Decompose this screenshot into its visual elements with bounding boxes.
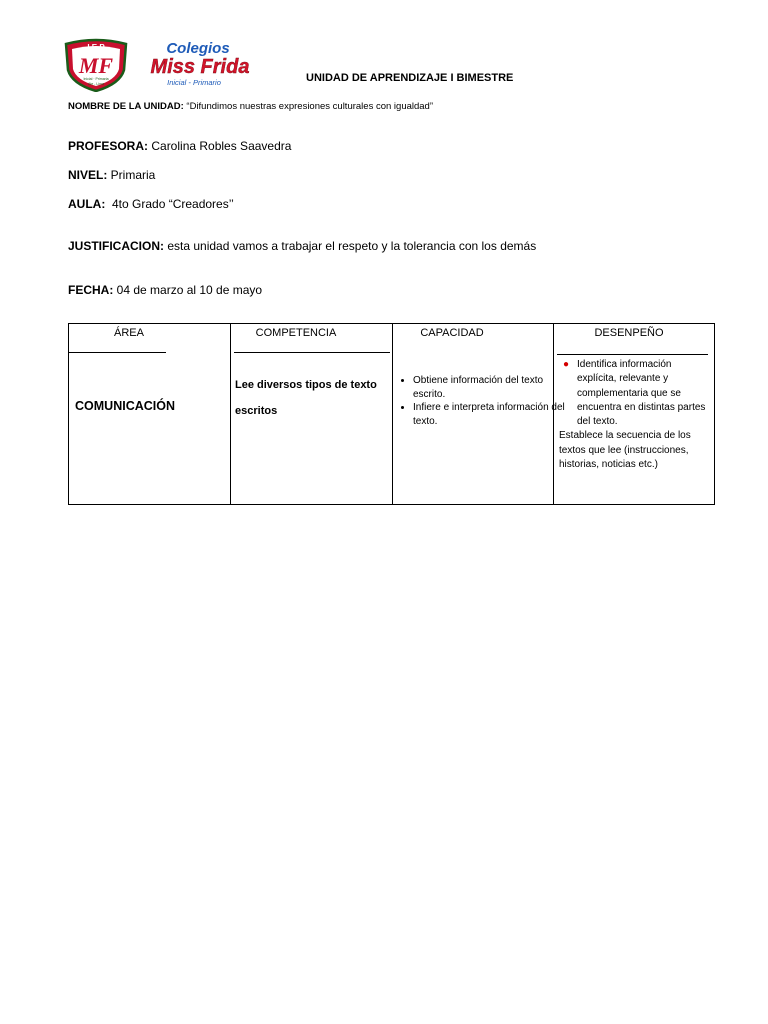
logo-word-colegios: Colegios — [166, 40, 230, 57]
logo-badge-top: I E P — [87, 43, 105, 52]
logo-word-nivel: Inicial - Primario — [167, 78, 221, 87]
aula-line — [68, 197, 234, 211]
table-header-rule — [69, 352, 166, 353]
profesora-value: Carolina Robles Saavedra — [148, 139, 292, 153]
header-area: ÁREA — [114, 327, 144, 339]
aula-label: AULA: — [68, 197, 106, 211]
header-competencia: COMPETENCIA — [255, 327, 337, 339]
nivel-label: NIVEL: — [68, 168, 108, 182]
table-divider — [230, 324, 231, 504]
desempeno-bullet-item — [559, 358, 713, 429]
unit-table — [68, 323, 715, 505]
fecha-value: 04 de marzo al 10 de mayo — [113, 283, 263, 297]
profesora-label: PROFESORA: — [68, 139, 149, 153]
logo-word-miss-frida: Miss Frida — [150, 56, 250, 78]
nivel-value: Primaria — [107, 168, 156, 182]
unit-name-line — [68, 101, 433, 112]
document-title: UNIDAD DE APRENDIZAJE I BIMESTRE — [306, 72, 514, 84]
unit-name-value: “Difundimos nuestras expresiones culturales con igualdad” — [183, 101, 434, 112]
fecha-label: FECHA: — [68, 283, 114, 297]
school-logo — [64, 38, 274, 92]
competencia-cell: Lee diversos tipos de texto escritos — [235, 379, 377, 417]
unit-name-label: NOMBRE DE LA UNIDAD: — [68, 101, 184, 112]
capacidad-list — [397, 374, 571, 428]
area-cell: COMUNICACIÓN — [75, 399, 175, 413]
list-item: • Obtiene información del texto escrito. — [413, 374, 571, 401]
logo-badge-main: MF — [78, 53, 114, 78]
justificacion-value: esta unidad vamos a trabajar el respeto y la tolerancia con los demás — [164, 239, 537, 253]
list-item: • Infiere e interpreta información del texto. — [413, 401, 571, 428]
red-bullet-icon: ● — [563, 359, 570, 370]
table-header-rule — [557, 354, 708, 355]
justificacion-line — [68, 239, 536, 253]
fecha-line — [68, 283, 262, 297]
justificacion-label: JUSTIFICACION: — [68, 239, 164, 253]
profesora-line — [68, 139, 291, 153]
logo-badge-small-2: Ate - Lima — [88, 82, 104, 86]
table-header-rule — [234, 352, 390, 353]
desempeno-text: Establece la secuencia de los textos que lee (instrucciones, historias, noticias etc.) — [559, 430, 691, 471]
desempeno-cell — [559, 358, 713, 472]
aula-value: 4to Grado “Creadores’’ — [105, 197, 234, 211]
header-desempeno: DESENPEÑO — [594, 327, 664, 339]
header-capacidad: CAPACIDAD — [420, 327, 484, 339]
nivel-line — [68, 168, 155, 182]
logo-badge-small-1: Inicial · Primaria — [83, 77, 109, 81]
desempeno-bullet-text: Identifica información explícita, relevante y complementaria que se encuentra en distintas partes del texto. — [577, 359, 706, 428]
